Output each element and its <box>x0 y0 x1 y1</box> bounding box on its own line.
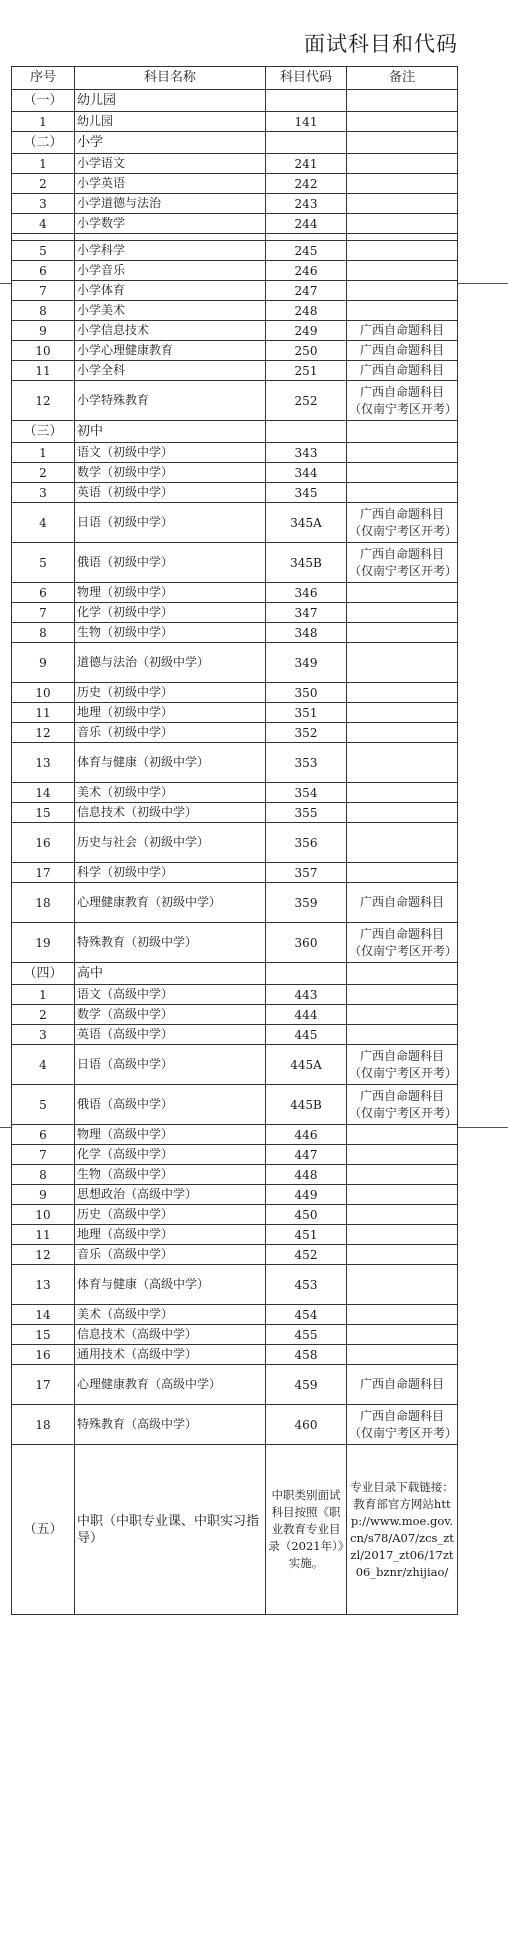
remarks <box>347 194 458 214</box>
vocational-code-note: 中职类别面试科目按照《职业教育专业目录（2021年）》实施。 <box>266 1445 347 1615</box>
remarks <box>347 1005 458 1025</box>
subject-name: 化学（初级中学） <box>75 603 266 623</box>
remarks <box>347 803 458 823</box>
remarks <box>347 214 458 234</box>
subject-name: 历史（初级中学） <box>75 683 266 703</box>
remarks <box>347 743 458 783</box>
row-number: 10 <box>12 683 75 703</box>
subject-code: 345 <box>266 483 347 503</box>
row-number: 9 <box>12 321 75 341</box>
table-row <box>12 883 458 923</box>
table-row <box>12 1445 458 1615</box>
row-number: 2 <box>12 463 75 483</box>
subject-name: 小学心理健康教育 <box>75 341 266 361</box>
separator-line <box>0 283 11 284</box>
subject-name: 心理健康教育（初级中学） <box>75 883 266 923</box>
subject-code: 250 <box>266 341 347 361</box>
table-row <box>12 261 458 281</box>
table-row <box>12 783 458 803</box>
subject-code: 243 <box>266 194 347 214</box>
remarks <box>347 863 458 883</box>
row-number: 5 <box>12 543 75 583</box>
subject-name: 日语（初级中学） <box>75 503 266 543</box>
subject-name: 语文（初级中学） <box>75 443 266 463</box>
subject-code: 445B <box>266 1085 347 1125</box>
row-number: 12 <box>12 723 75 743</box>
row-number: 3 <box>12 483 75 503</box>
row-number: 11 <box>12 703 75 723</box>
remarks <box>347 112 458 132</box>
row-number: 16 <box>12 1345 75 1365</box>
row-number: 13 <box>12 743 75 783</box>
remarks <box>347 1265 458 1305</box>
table-row <box>12 1025 458 1045</box>
subject-code: 252 <box>266 381 347 421</box>
subject-code: 444 <box>266 1005 347 1025</box>
subject-name: 小学科学 <box>75 241 266 261</box>
subject-name: 美术（初级中学） <box>75 783 266 803</box>
row-number: 18 <box>12 1405 75 1445</box>
row-number: 16 <box>12 823 75 863</box>
subject-name: 小学全科 <box>75 361 266 381</box>
remarks <box>347 483 458 503</box>
table-row <box>12 603 458 623</box>
table-row <box>12 743 458 783</box>
subject-name: 特殊教育（高级中学） <box>75 1405 266 1445</box>
remarks: 广西自命题科目（仅南宁考区开考） <box>347 503 458 543</box>
remarks <box>347 985 458 1005</box>
table-row <box>12 381 458 421</box>
row-number: 1 <box>12 443 75 463</box>
remarks-cell <box>347 90 458 112</box>
row-number: 9 <box>12 1185 75 1205</box>
table-row <box>12 623 458 643</box>
subject-name: 体育与健康（高级中学） <box>75 1265 266 1305</box>
remarks-link-note: 专业目录下载链接：教育部官方网站http://www.moe.gov.cn/s78/A07/zcs_ztzl/2017_zt06/17zt06_bznr/zhijiao/ <box>347 1445 458 1615</box>
table-row <box>12 112 458 132</box>
table-row <box>12 132 458 154</box>
remarks-cell <box>347 421 458 443</box>
table-row <box>12 463 458 483</box>
subject-code: 460 <box>266 1405 347 1445</box>
table-row <box>12 361 458 381</box>
remarks <box>347 1225 458 1245</box>
table-row <box>12 683 458 703</box>
remarks <box>347 1245 458 1265</box>
subject-name: 信息技术（初级中学） <box>75 803 266 823</box>
table-row <box>12 194 458 214</box>
table-row <box>12 823 458 863</box>
subject-code: 455 <box>266 1325 347 1345</box>
subject-code: 246 <box>266 261 347 281</box>
remarks <box>347 623 458 643</box>
row-number: 4 <box>12 214 75 234</box>
section-title: 小学 <box>75 132 266 154</box>
subject-code-cell <box>266 132 347 154</box>
subject-code: 357 <box>266 863 347 883</box>
subject-name: 英语（初级中学） <box>75 483 266 503</box>
subject-code: 244 <box>266 214 347 234</box>
subject-code: 347 <box>266 603 347 623</box>
subject-code: 451 <box>266 1225 347 1245</box>
row-number: 10 <box>12 1205 75 1225</box>
subject-code: 354 <box>266 783 347 803</box>
remarks-cell <box>347 234 458 241</box>
table-row <box>12 1225 458 1245</box>
remarks <box>347 154 458 174</box>
table-row <box>12 281 458 301</box>
remarks: 广西自命题科目 <box>347 321 458 341</box>
remarks: 广西自命题科目 <box>347 1365 458 1405</box>
remarks <box>347 683 458 703</box>
table-row <box>12 1205 458 1225</box>
row-number: 17 <box>12 1365 75 1405</box>
table-row <box>12 1145 458 1165</box>
subject-name: 体育与健康（初级中学） <box>75 743 266 783</box>
row-number: 17 <box>12 863 75 883</box>
row-number: 15 <box>12 803 75 823</box>
subject-code: 447 <box>266 1145 347 1165</box>
row-number: 6 <box>12 583 75 603</box>
remarks <box>347 301 458 321</box>
row-number: 8 <box>12 623 75 643</box>
subject-name: 数学（初级中学） <box>75 463 266 483</box>
row-number: 13 <box>12 1265 75 1305</box>
subject-code: 356 <box>266 823 347 863</box>
table-row <box>12 234 458 241</box>
subject-code: 349 <box>266 643 347 683</box>
table-row <box>12 1345 458 1365</box>
row-number: 7 <box>12 603 75 623</box>
row-number: 1 <box>12 154 75 174</box>
subject-code-cell <box>266 90 347 112</box>
remarks <box>347 1185 458 1205</box>
remarks <box>347 1165 458 1185</box>
section-number: （一） <box>12 90 75 112</box>
subject-name: 地理（高级中学） <box>75 1225 266 1245</box>
subject-name: 信息技术（高级中学） <box>75 1325 266 1345</box>
remarks: 广西自命题科目（仅南宁考区开考） <box>347 543 458 583</box>
subject-code: 249 <box>266 321 347 341</box>
section-number: （三） <box>12 421 75 443</box>
subject-name: 思想政治（高级中学） <box>75 1185 266 1205</box>
table-row <box>12 1085 458 1125</box>
table-row <box>12 803 458 823</box>
remarks <box>347 643 458 683</box>
subject-code-cell <box>266 963 347 985</box>
remarks <box>347 281 458 301</box>
table-row <box>12 321 458 341</box>
remarks <box>347 783 458 803</box>
table-row <box>12 1305 458 1325</box>
subject-name: 物理（高级中学） <box>75 1125 266 1145</box>
remarks <box>347 583 458 603</box>
remarks <box>347 703 458 723</box>
remarks: 广西自命题科目 <box>347 341 458 361</box>
subject-name: 语文（高级中学） <box>75 985 266 1005</box>
subject-code: 454 <box>266 1305 347 1325</box>
remarks: 广西自命题科目（仅南宁考区开考） <box>347 1405 458 1445</box>
remarks: 广西自命题科目（仅南宁考区开考） <box>347 1045 458 1085</box>
subject-name: 地理（初级中学） <box>75 703 266 723</box>
row-number: 11 <box>12 1225 75 1245</box>
subject-code: 351 <box>266 703 347 723</box>
row-number: 11 <box>12 361 75 381</box>
row-number: 4 <box>12 1045 75 1085</box>
subject-name: 生物（高级中学） <box>75 1165 266 1185</box>
remarks <box>347 1025 458 1045</box>
subject-code-cell <box>266 234 347 241</box>
subjects-table <box>11 66 458 1615</box>
row-number: 10 <box>12 341 75 361</box>
subject-code: 452 <box>266 1245 347 1265</box>
remarks <box>347 603 458 623</box>
subject-code: 352 <box>266 723 347 743</box>
subject-code: 450 <box>266 1205 347 1225</box>
subject-code: 245 <box>266 241 347 261</box>
subject-name: 数学（高级中学） <box>75 1005 266 1025</box>
table-row <box>12 963 458 985</box>
row-number: 8 <box>12 301 75 321</box>
section-title: 幼儿园 <box>75 90 266 112</box>
subject-name: 音乐（初级中学） <box>75 723 266 743</box>
subject-name: 小学信息技术 <box>75 321 266 341</box>
subject-name: 特殊教育（初级中学） <box>75 923 266 963</box>
row-number: 14 <box>12 1305 75 1325</box>
remarks <box>347 723 458 743</box>
table-row <box>12 1265 458 1305</box>
subject-name: 小学语文 <box>75 154 266 174</box>
page-title: 面试科目和代码 <box>304 32 458 56</box>
row-number: 15 <box>12 1325 75 1345</box>
subject-name: 历史（高级中学） <box>75 1205 266 1225</box>
remarks <box>347 174 458 194</box>
table-row <box>12 1405 458 1445</box>
table-header-row <box>12 67 458 90</box>
subject-code: 360 <box>266 923 347 963</box>
row-number: 5 <box>12 241 75 261</box>
header-subject-code: 科目代码 <box>266 67 347 90</box>
subject-code: 345B <box>266 543 347 583</box>
remarks <box>347 463 458 483</box>
subject-code: 459 <box>266 1365 347 1405</box>
row-number: 18 <box>12 883 75 923</box>
row-number: 14 <box>12 783 75 803</box>
subject-code: 248 <box>266 301 347 321</box>
subject-name: 小学数学 <box>75 214 266 234</box>
section-title: 初中 <box>75 421 266 443</box>
subject-name: 英语（高级中学） <box>75 1025 266 1045</box>
subject-name: 历史与社会（初级中学） <box>75 823 266 863</box>
remarks <box>347 443 458 463</box>
table-row <box>12 443 458 463</box>
row-number: 3 <box>12 194 75 214</box>
subject-name: 化学（高级中学） <box>75 1145 266 1165</box>
section-number: （五） <box>12 1445 75 1615</box>
subject-name: 小学英语 <box>75 174 266 194</box>
table-row <box>12 483 458 503</box>
remarks <box>347 823 458 863</box>
table-row <box>12 543 458 583</box>
table-row <box>12 985 458 1005</box>
subject-name: 心理健康教育（高级中学） <box>75 1365 266 1405</box>
row-number: 6 <box>12 1125 75 1145</box>
subject-name <box>75 234 266 241</box>
row-number: 1 <box>12 985 75 1005</box>
subject-name: 幼儿园 <box>75 112 266 132</box>
subject-code: 453 <box>266 1265 347 1305</box>
row-number: 7 <box>12 281 75 301</box>
table-row <box>12 1165 458 1185</box>
remarks <box>347 1325 458 1345</box>
table-row <box>12 1325 458 1345</box>
remarks <box>347 1125 458 1145</box>
subject-code: 443 <box>266 985 347 1005</box>
row-number: 3 <box>12 1025 75 1045</box>
remarks <box>347 1345 458 1365</box>
subject-code: 446 <box>266 1125 347 1145</box>
subject-code: 247 <box>266 281 347 301</box>
remarks: 广西自命题科目（仅南宁考区开考） <box>347 1085 458 1125</box>
row-number: 2 <box>12 174 75 194</box>
subject-name: 小学体育 <box>75 281 266 301</box>
row-number: 8 <box>12 1165 75 1185</box>
table-row <box>12 174 458 194</box>
table-row <box>12 301 458 321</box>
subject-code: 141 <box>266 112 347 132</box>
subject-code: 345A <box>266 503 347 543</box>
remarks: 广西自命题科目（仅南宁考区开考） <box>347 381 458 421</box>
subject-code-cell <box>266 421 347 443</box>
table-row <box>12 421 458 443</box>
subject-code: 346 <box>266 583 347 603</box>
row-number: 1 <box>12 112 75 132</box>
table-row <box>12 923 458 963</box>
section-title: 高中 <box>75 963 266 985</box>
table-row <box>12 1005 458 1025</box>
table-row <box>12 643 458 683</box>
header-remarks: 备注 <box>347 67 458 90</box>
remarks-cell <box>347 963 458 985</box>
subject-code: 350 <box>266 683 347 703</box>
table-row <box>12 863 458 883</box>
table-row <box>12 154 458 174</box>
table-row <box>12 214 458 234</box>
subject-code: 448 <box>266 1165 347 1185</box>
subject-name: 日语（高级中学） <box>75 1045 266 1085</box>
row-number <box>12 234 75 241</box>
remarks <box>347 261 458 281</box>
row-number: 4 <box>12 503 75 543</box>
subject-code: 355 <box>266 803 347 823</box>
subject-name: 小学音乐 <box>75 261 266 281</box>
remarks: 广西自命题科目（仅南宁考区开考） <box>347 923 458 963</box>
row-number: 5 <box>12 1085 75 1125</box>
subject-name: 科学（初级中学） <box>75 863 266 883</box>
subject-name: 小学道德与法治 <box>75 194 266 214</box>
table-row <box>12 583 458 603</box>
remarks <box>347 1205 458 1225</box>
subject-name: 小学特殊教育 <box>75 381 266 421</box>
subject-code: 445 <box>266 1025 347 1045</box>
subject-name: 音乐（高级中学） <box>75 1245 266 1265</box>
table-row <box>12 1125 458 1145</box>
subject-code: 344 <box>266 463 347 483</box>
separator-line <box>0 1127 11 1128</box>
table-row <box>12 1045 458 1085</box>
header-subject-name: 科目名称 <box>75 67 266 90</box>
remarks <box>347 1305 458 1325</box>
separator-line <box>457 283 508 284</box>
section-title: 中职（中职专业课、中职实习指导） <box>75 1445 266 1615</box>
table-row <box>12 241 458 261</box>
table-row <box>12 703 458 723</box>
row-number: 19 <box>12 923 75 963</box>
subject-code: 359 <box>266 883 347 923</box>
remarks: 广西自命题科目 <box>347 361 458 381</box>
subject-code: 445A <box>266 1045 347 1085</box>
remarks <box>347 241 458 261</box>
subject-code: 348 <box>266 623 347 643</box>
subject-code: 241 <box>266 154 347 174</box>
row-number: 2 <box>12 1005 75 1025</box>
subject-name: 物理（初级中学） <box>75 583 266 603</box>
subject-code: 242 <box>266 174 347 194</box>
row-number: 12 <box>12 381 75 421</box>
section-number: （四） <box>12 963 75 985</box>
subject-name: 道德与法治（初级中学） <box>75 643 266 683</box>
remarks: 广西自命题科目 <box>347 883 458 923</box>
subject-name: 俄语（高级中学） <box>75 1085 266 1125</box>
row-number: 12 <box>12 1245 75 1265</box>
row-number: 9 <box>12 643 75 683</box>
header-number: 序号 <box>12 67 75 90</box>
subject-name: 通用技术（高级中学） <box>75 1345 266 1365</box>
table-row <box>12 723 458 743</box>
table-row <box>12 1185 458 1205</box>
table-row <box>12 503 458 543</box>
section-number: （二） <box>12 132 75 154</box>
subject-code: 353 <box>266 743 347 783</box>
subject-name: 俄语（初级中学） <box>75 543 266 583</box>
subject-code: 251 <box>266 361 347 381</box>
table-row <box>12 341 458 361</box>
remarks <box>347 1145 458 1165</box>
separator-line <box>457 1127 508 1128</box>
table-row <box>12 1245 458 1265</box>
subject-code: 449 <box>266 1185 347 1205</box>
row-number: 7 <box>12 1145 75 1165</box>
subject-name: 美术（高级中学） <box>75 1305 266 1325</box>
row-number: 6 <box>12 261 75 281</box>
subject-name: 小学美术 <box>75 301 266 321</box>
subject-code: 458 <box>266 1345 347 1365</box>
table-row <box>12 1365 458 1405</box>
remarks-cell <box>347 132 458 154</box>
table-row <box>12 90 458 112</box>
subject-code: 343 <box>266 443 347 463</box>
subject-name: 生物（初级中学） <box>75 623 266 643</box>
